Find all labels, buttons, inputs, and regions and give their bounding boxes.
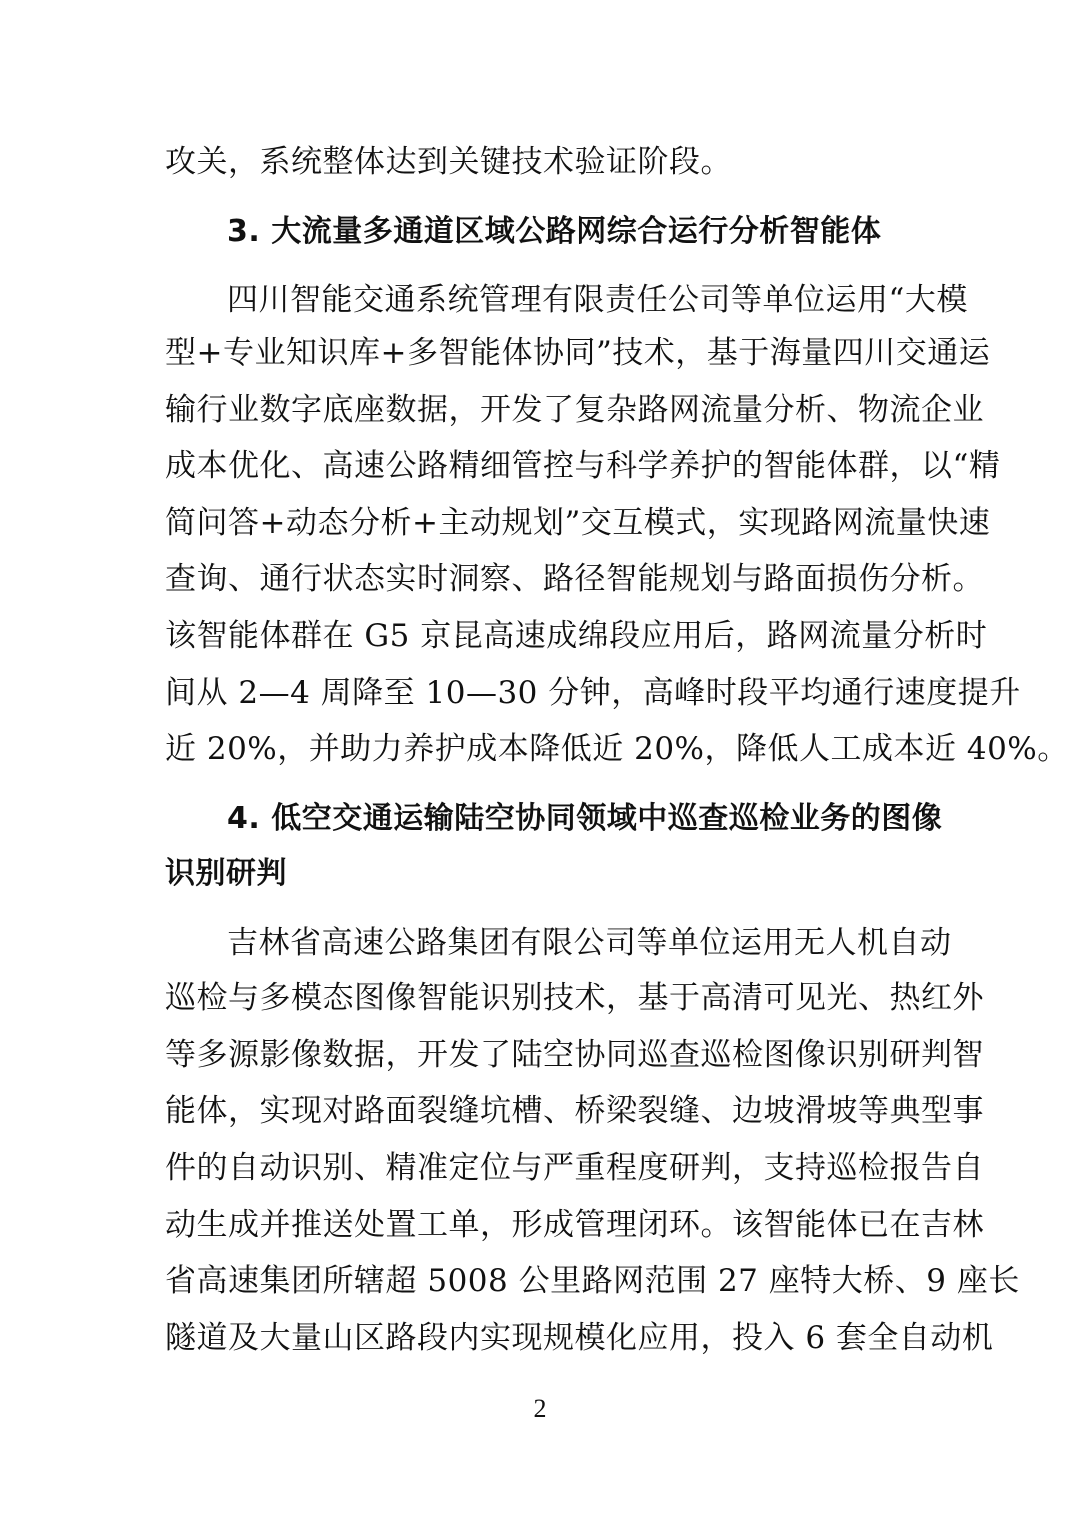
paragraph-line: 省高速集团所辖超 5008 公里路网范围 27 座特大桥、9 座长 [165, 1263, 1020, 1299]
paragraph-line: 四川智能交通系统管理有限责任公司等单位运用“大模 [227, 282, 968, 318]
paragraph-line: 间从 2—4 周降至 10—30 分钟，高峰时段平均通行速度提升 [165, 675, 1021, 711]
paragraph-line: 成本优化、高速公路精细管控与科学养护的智能体群，以“精 [165, 448, 1001, 484]
paragraph-line: 输行业数字底座数据，开发了复杂路网流量分析、物流企业 [165, 392, 984, 428]
paragraph-line: 查询、通行状态实时洞察、路径智能规划与路面损伤分析。 [165, 561, 984, 597]
paragraph-line: 吉林省高速公路集团有限公司等单位运用无人机自动 [227, 925, 952, 961]
paragraph-line: 攻关，系统整体达到关键技术验证阶段。 [165, 144, 732, 180]
section-heading-3: 3. 大流量多通道区域公路网综合运行分析智能体 [227, 214, 882, 249]
paragraph-line: 动生成并推送处置工单，形成管理闭环。该智能体已在吉林 [165, 1207, 984, 1243]
paragraph-line: 件的自动识别、精准定位与严重程度研判，支持巡检报告自 [165, 1150, 984, 1186]
paragraph-line: 近 20%，并助力养护成本降低近 20%，降低人工成本近 40%。 [165, 731, 1069, 767]
paragraph-line: 型+专业知识库+多智能体协同”技术，基于海量四川交通运 [165, 335, 991, 371]
paragraph-line: 能体，实现对路面裂缝坑槽、桥梁裂缝、边坡滑坡等典型事 [165, 1093, 984, 1129]
page-number: 2 [533, 1394, 547, 1423]
section-heading-4: 4. 低空交通运输陆空协同领域中巡查巡检业务的图像 [227, 801, 943, 836]
section-heading-4-continued: 识别研判 [165, 856, 287, 891]
paragraph-line: 简问答+动态分析+主动规划”交互模式，实现路网流量快速 [165, 505, 991, 541]
paragraph-line: 巡检与多模态图像智能识别技术，基于高清可见光、热红外 [165, 980, 984, 1016]
paragraph-line: 隧道及大量山区路段内实现规模化应用，投入 6 套全自动机 [165, 1320, 994, 1356]
paragraph-line: 等多源影像数据，开发了陆空协同巡查巡检图像识别研判智 [165, 1037, 984, 1073]
paragraph-line: 该智能体群在 G5 京昆高速成绵段应用后，路网流量分析时 [165, 618, 988, 654]
